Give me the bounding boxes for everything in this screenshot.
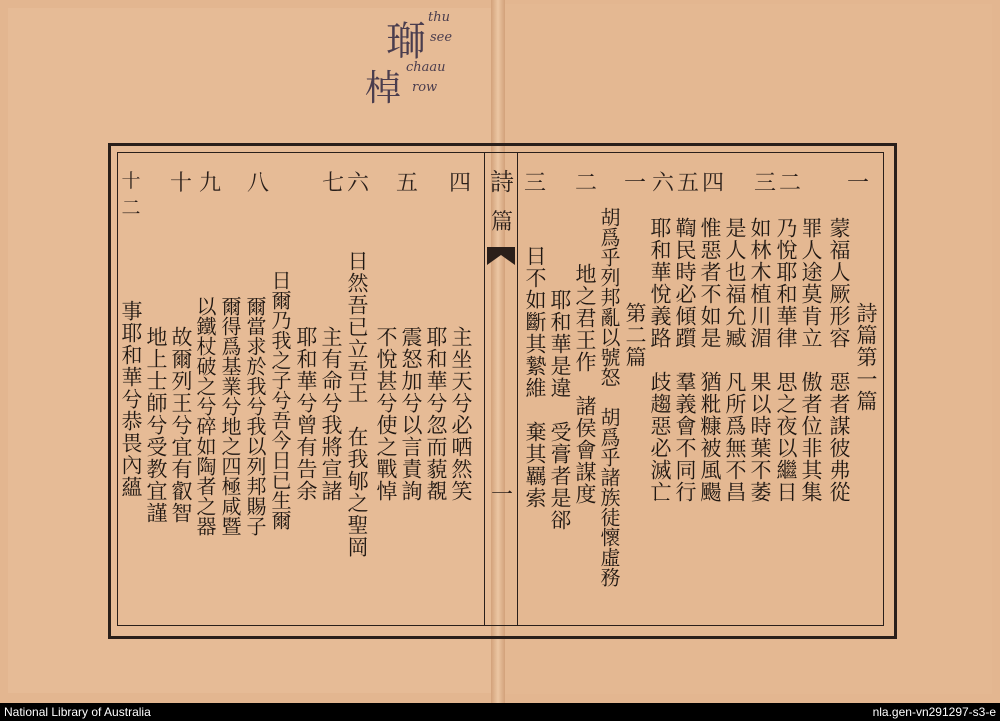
verse-number: 九 [198,171,221,196]
text-column: 耶和華兮忽而藐覩 [424,326,448,502]
verse-number: 六 [651,171,674,196]
verse-number: 六 [346,171,369,196]
text-column: 主坐天兮必哂然笑 [449,326,473,502]
text-column: 鞫民時必傾躓 羣義會不同行 [673,217,697,503]
psalm2-heading: 第二篇 [623,302,647,368]
center-rule-right [517,152,518,625]
center-rule-left [484,152,485,625]
text-column: 震怒加兮以言責詢 [399,326,423,502]
text-column: 罪人途莫肯立 傲者位非其集 [799,217,823,503]
text-column: 乃悅耶和華律 思之夜以繼日 [774,217,798,503]
verse-number: 五 [395,171,418,196]
footer-bar [0,703,1000,721]
text-column: 故爾列王兮宜有叡智 [169,326,193,524]
verse-number: 四 [701,171,724,196]
text-column: 以鐵杖破之兮碎如陶者之器 [193,296,217,536]
verse-number: 五 [676,171,699,196]
verse-number: 十 [169,171,192,196]
verse-number: 一 [623,171,646,196]
text-column: 地之君王作 諸侯會謀度 [573,263,597,505]
text-column: 地上士師兮受教宜謹 [144,326,168,524]
psalm1-heading: 詩篇第一篇 [854,302,878,412]
verse-number: 三 [523,171,546,196]
text-column: 爾當求於我兮我以列邦賜子 [243,296,267,536]
footer-identifier: nla.gen-vn291297-s3-e [872,705,996,719]
handwritten-note-2a: chaau [406,60,446,75]
handwritten-note-1a: thu [428,10,450,25]
verse-number: 四 [448,171,471,196]
handwritten-char-1: 瑡 [386,19,426,65]
handwritten-note-2b: row [412,80,438,95]
footer-source: National Library of Australia [4,705,151,719]
verse-number: 十二 [121,170,141,219]
text-column: 事耶和華兮恭畏內蘊 [119,300,143,498]
page-number: 一 [490,483,513,508]
text-column: 耶和華兮曾有告余 [294,326,318,502]
text-column: 蒙福人厥形容 惡者謀彼弗從 [827,217,851,503]
text-column: 爾得爲基業兮地之四極咸暨 [218,296,242,536]
text-column: 不悅甚兮使之戰悼 [374,326,398,502]
text-column: 是人也福允臧 凡所爲無不昌 [723,217,747,503]
text-column: 主有命兮我將宣諸 [319,326,343,502]
text-column: 胡爲乎列邦亂以號怒 胡爲乎諸族徒懷虛務 [597,207,621,587]
text-column: 耶和華是違 受膏者是郤 [548,289,572,531]
verse-number: 二 [778,171,801,196]
verse-number: 二 [574,171,597,196]
verse-number: 八 [246,171,269,196]
center-title: 詩 [490,168,514,196]
text-column: 如林木植川湄 果以時葉不萎 [748,217,772,503]
center-subtitle: 篇 [490,210,513,235]
text-column: 日爾乃我之子兮吾今日已生爾 [268,270,292,530]
text-column: 耶和華悅義路 歧趨惡必滅亡 [648,217,672,503]
fishtail-mark-icon [487,247,515,265]
text-column: 惟惡者不如是 猶粃糠被風颺 [698,217,722,503]
handwritten-note-1b: see [430,30,453,45]
verse-number: 一 [846,171,869,196]
verse-number: 七 [321,171,344,196]
verse-number: 三 [753,171,776,196]
handwritten-char-2: 棹 [365,68,402,109]
text-column: 日然吾已立吾王 在我郇之聖岡 [345,250,369,558]
text-column: 日不如斷其縶維 棄其羈索 [523,245,547,509]
